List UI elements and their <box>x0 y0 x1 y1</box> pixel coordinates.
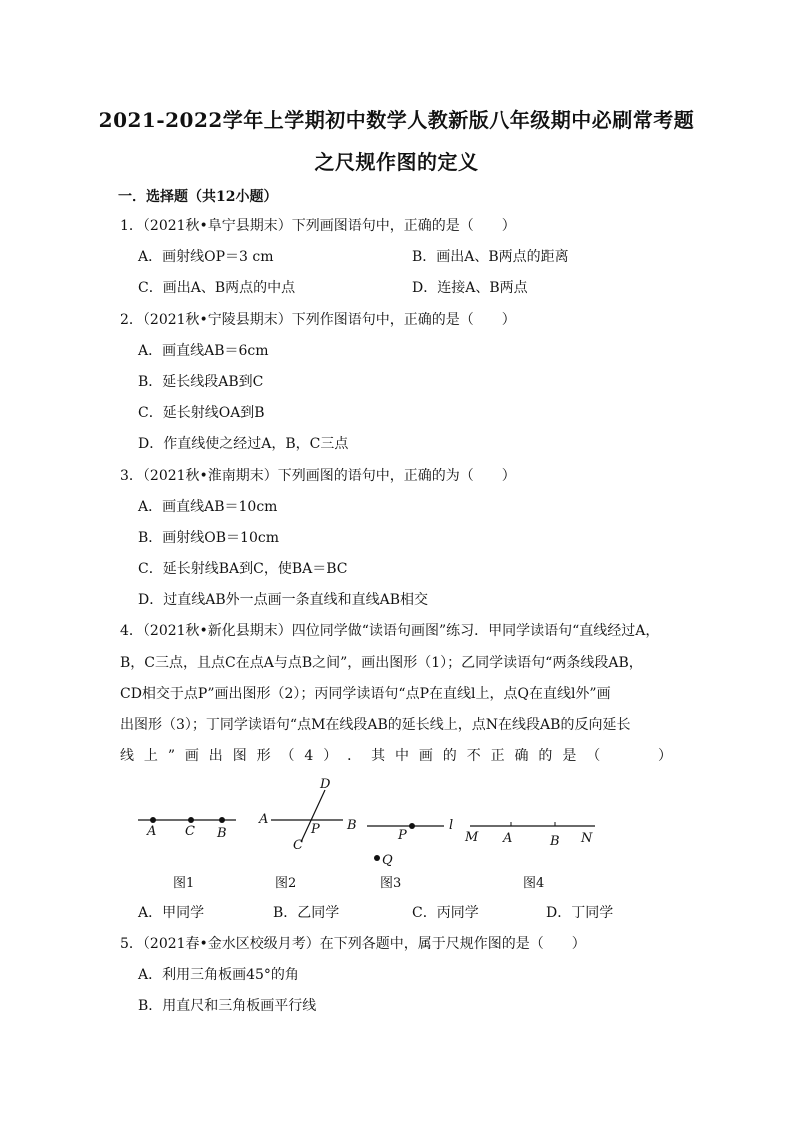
question-3-option-c: C．延长射线BA到C，使BA＝BC <box>138 561 348 577</box>
question-2-option-c: C．延长射线OA到B <box>138 405 265 421</box>
fig3-label-q: Q <box>382 853 393 868</box>
fig4-label-b: B <box>550 834 560 849</box>
question-4-line-5-char: 4 <box>304 748 314 764</box>
question-4-line-5-char: 其 <box>371 748 386 764</box>
question-5-option-a: A．利用三角板画45°的角 <box>138 967 299 983</box>
fig4-label-m: M <box>465 830 479 845</box>
question-4-option-a: A．甲同学 <box>138 905 205 921</box>
question-2-option-a: A．画直线AB＝6cm <box>138 343 269 359</box>
fig4-label-a: A <box>503 831 513 846</box>
question-4-line-5-char: ” <box>167 748 175 764</box>
page-title-line2: 之尺规作图的定义 <box>314 150 479 174</box>
question-4-line-5-char: 图 <box>232 748 247 764</box>
question-3-option-b: B．画射线OB＝10cm <box>138 530 279 546</box>
question-4-line-5-char: ） <box>657 748 672 764</box>
section-heading: 一．选择题（共12小题） <box>118 189 278 205</box>
fig2-label-a: A <box>259 812 269 827</box>
question-4-line-3: CD相交于点P”画出图形（2）；丙同学读语句“点P在直线l上，点Q在直线l外”画 <box>120 686 611 702</box>
question-4-line-5-char: （ <box>280 748 295 764</box>
question-4-line-5-char: （ <box>586 748 601 764</box>
question-4-line-5-char: 是 <box>562 748 577 764</box>
question-1-option-c: C．画出A、B两点的中点 <box>138 280 296 296</box>
question-3-option-d: D．过直线AB外一点画一条直线和直线AB相交 <box>138 592 429 608</box>
question-4-line-5-char: 线 <box>120 748 134 764</box>
fig1-label-c: C <box>185 824 195 839</box>
question-4-line-5-char: 画 <box>184 748 199 764</box>
question-3-stem: 3．（2021秋•淮南期末）下列画图的语句中，正确的为（ ） <box>120 468 516 484</box>
page-title-line1: 2021-2022学年上学期初中数学人教新版八年级期中必刷常考题 <box>98 108 695 132</box>
question-2-option-b: B．延长线段AB到C <box>138 374 264 390</box>
question-2-stem: 2．（2021秋•宁陵县期末）下列作图语句中，正确的是（ ） <box>120 312 516 328</box>
question-4-line-5-char: 上 <box>143 748 158 764</box>
fig3-label-l: l <box>449 818 454 833</box>
question-3-option-a: A．画直线AB＝10cm <box>138 499 278 515</box>
fig4-caption: 图4 <box>523 876 545 891</box>
question-5-option-b: B．用直尺和三角板画平行线 <box>138 998 317 1014</box>
fig2-label-b: B <box>347 818 357 833</box>
question-1-stem: 1．（2021秋•阜宁县期末）下列画图语句中，正确的是（ ） <box>120 218 516 234</box>
fig4-label-n: N <box>581 831 593 846</box>
question-4-line-5-char: 的 <box>538 748 553 764</box>
fig3-point-q <box>374 855 380 861</box>
question-1-option-a: A．画射线OP＝3 cm <box>138 249 274 265</box>
question-4-line-5-char: 的 <box>442 748 457 764</box>
fig1-label-a: A <box>147 824 157 839</box>
question-4-option-d: D．丁同学 <box>546 905 614 921</box>
fig2-label-p: P <box>311 822 320 837</box>
question-4-option-c: C．丙同学 <box>412 905 479 921</box>
question-4-line-5-char: ． <box>347 748 362 764</box>
question-5-stem: 5．（2021春•金水区校级月考）在下列各题中，属于尺规作图的是（ ） <box>120 936 586 952</box>
question-1-option-d: D．连接A、B两点 <box>412 280 528 296</box>
question-4-line-5-char: 正 <box>490 748 505 764</box>
question-4-line-5-char: 确 <box>514 748 529 764</box>
question-4-line-5-char: 出 <box>208 748 223 764</box>
question-4-line-5-char: ） <box>323 748 338 764</box>
fig1-point-b <box>219 817 225 823</box>
fig1-caption: 图1 <box>173 876 195 891</box>
question-4-line-5-char: 画 <box>418 748 433 764</box>
fig3-caption: 图3 <box>380 876 402 891</box>
question-4-line-5-char: 形 <box>256 748 271 764</box>
question-4-line-5-char: 中 <box>394 748 409 764</box>
fig2-label-c: C <box>293 838 303 853</box>
fig1-point-c <box>188 817 194 823</box>
fig3-point-p <box>409 823 415 829</box>
question-1-option-b: B．画出A、B两点的距离 <box>412 249 569 265</box>
question-4-line-1: 4．（2021秋•新化县期末）四位同学做“读语句画图”练习．甲同学读语句“直线经过A， <box>120 623 660 639</box>
fig1-point-a <box>150 817 156 823</box>
question-4-line-2: B，C三点，且点C在点A与点B之间”，画出图形（1）；乙同学读语句“两条线段AB， <box>120 655 643 671</box>
fig2-caption: 图2 <box>275 876 297 891</box>
question-2-option-d: D．作直线使之经过A，B，C三点 <box>138 436 349 452</box>
question-4-line-5-char: 不 <box>466 748 481 764</box>
fig3-label-p: P <box>398 828 407 843</box>
question-4-line-4: 出图形（3）；丁同学读语句“点M在线段AB的延长线上，点N在线段AB的反向延长 <box>120 717 631 733</box>
fig1-label-b: B <box>217 826 227 841</box>
question-4-option-b: B．乙同学 <box>273 905 340 921</box>
fig2-label-d: D <box>320 777 331 792</box>
